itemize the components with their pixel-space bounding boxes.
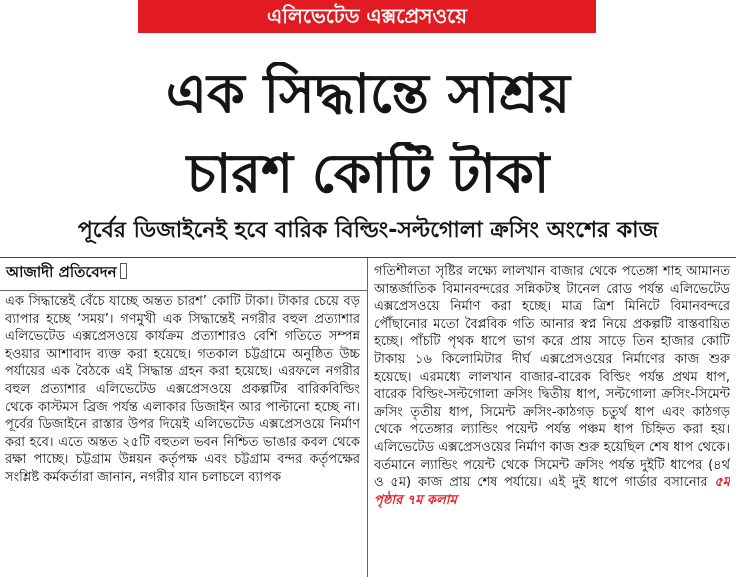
headline-line-1: এক সিদ্ধান্তে সাশ্রয় (165, 62, 571, 125)
section-kicker-banner: এলিভেটেড এক্সপ্রেসওয়ে (138, 0, 596, 33)
header-divider (0, 257, 736, 258)
article-column-1 (5, 293, 360, 577)
article-column-2 (374, 263, 730, 573)
byline-text: আজাদী প্রতিবেদন (6, 263, 117, 281)
continuation-link[interactable]: ৫ম পৃষ্ঠার ৭ম কলাম (374, 475, 730, 508)
byline (6, 260, 127, 284)
column-2-paragraph (374, 263, 730, 509)
byline-divider (0, 290, 367, 291)
byline-marker (120, 263, 127, 279)
subheadline: পূর্বের ডিজাইনেই হবে বারিক বিল্ডিং-সল্টগোলা ক্রসিং অংশের কাজ (77, 218, 659, 243)
column-2-text: গতিশীলতা সৃষ্টির লক্ষ্যে লালখান বাজার থেকে পতেঙ্গা শাহ আমানত আন্তর্জাতিক বিমানবন্দরের সন্নিকটস্থ টানেল রোড পর্যন্ত এলিভেটেড এক্সপ্রেসওয়ে নির্মাণ করা হচ্ছে। মাত্র ত্রিশ মিনিটে বিমানবন্দরে পৌঁছানোর মতো বৈপ্লবিক গতি আনার স্বপ্ন নিয়ে প্রকল্পটি বাস্তবায়িত হচ্ছে। পাঁচটি পৃথক ধাপে ভাগ করে প্রায় সাড়ে তিন হাজার কোটি টাকায় ১৬ কিলোমিটার দীর্ঘ এক্সপ্রেসওয়ের নির্মাণের কাজ শুরু হয়েছে। এরমধ্যে লালখান বাজার-বারেক বিল্ডিং পর্যন্ত প্রথম ধাপ, বারেক বিল্ডিং-সল্টগোলা ক্রসিং দ্বিতীয় ধাপ, সল্টগোলা ক্রসিং-সিমেন্ট ক্রসিং তৃতীয় ধাপ, সিমেন্ট ক্রসিং-কাঠগড় চতুর্থ ধাপ এবং কাঠগড় থেকে পতেঙ্গার ল্যান্ডিং পয়েন্ট পর্যন্ত পঞ্চম ধাপ চিহ্নিত করা হয়। এলিভেটেড এক্সপ্রেসওয়ের নির্মাণ কাজ শুরু হয়েছিল শেষ ধাপ থেকে। বর্তমানে ল্যান্ডিং পয়েন্ট থেকে সিমেন্ট ক্রসিং পর্যন্ত দুইটি ধাপের (৪র্থ ও ৫ম) কাজ প্রায় শেষ পর্যায়ে। এই দুই ধাপে গার্ডার বসানোর (374, 264, 730, 491)
column-divider (367, 258, 368, 577)
headline-line-2: চারশ কোটি টাকা (186, 142, 550, 205)
column-1-text: এক সিদ্ধান্তেই বেঁচে যাচ্ছে অন্তত চারশ’ কোটি টাকা। টাকার চেয়ে বড় ব্যাপার হচ্ছে ‘সময়’। গণমুখী এক সিদ্ধান্তেই নগরীর বহুল প্রত্যাশার এলিভেটেড এক্সপ্রেসওয়ে কার্যক্রম প্রত্যাশারও বেশি গতিতে সম্পন্ন হওয়ার আশাবাদ ব্যক্ত করা হয়েছে। গতকাল চট্টগ্রামে অনুষ্ঠিত উচ্চ পর্যায়ের এক বৈঠকে এই সিদ্ধান্ত গ্রহন করা হয়েছে। এরফলে নগরীর বহুল প্রত্যাশার এলিভেটেড এক্সপ্রেসওয়ে প্রকল্পটির বারিকবিল্ডিং থেকে কাস্টমস ব্রিজ পর্যন্ত এলাকার ডিজাইন আর পাল্টানো হচ্ছে না। পূর্বের ডিজাইনে রাস্তার উপর দিয়েই এলিভেটেড এক্সপ্রেসওয়ে নির্মাণ করা হবে। এতে অন্তত ২৫টি বহুতল ভবন নিশ্চিত ভাঙার কবল থেকে রক্ষা পাচ্ছে। চট্টগ্রাম উন্নয়ন কর্তৃপক্ষ এবং চট্টগ্রাম বন্দর কর্তৃপক্ষের সংশ্লিষ্ট কর্মকর্তারা জানান, নগরীর যান চলাচলে ব্যাপক (5, 294, 360, 485)
